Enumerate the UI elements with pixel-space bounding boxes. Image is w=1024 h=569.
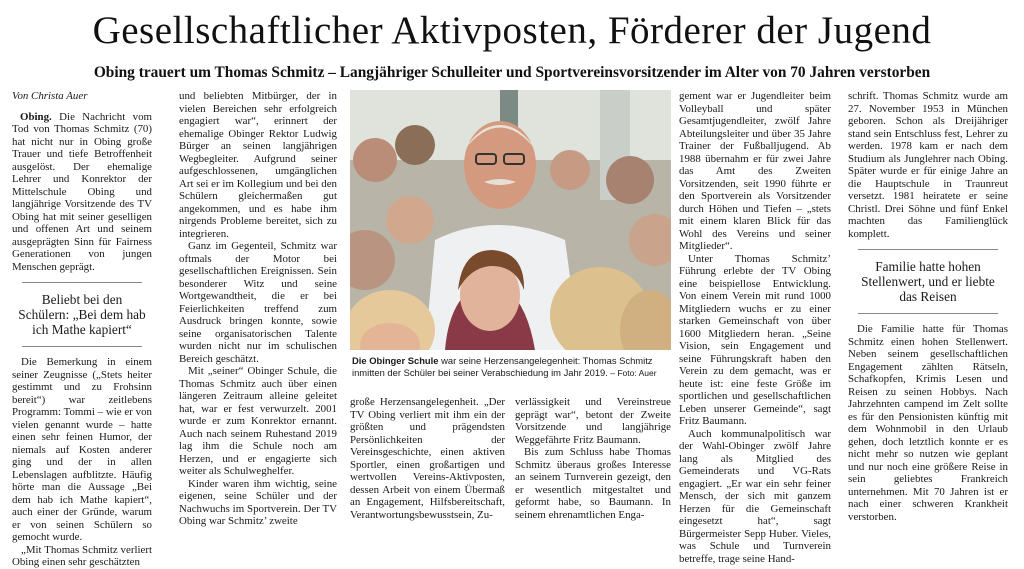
caption-lead: Die Obinger Schule (352, 355, 439, 366)
paragraph: große Herzensangelegenheit. „Der TV Obing verliert mit ihm ein der größten und prägendsten Persönlichkeiten der Vereinsgeschichte, einen aktiven Sportler, einen großartigen und wertvollen Vereins-Aktivposten, dessen Arbeit von einem Übermaß an Engagement, Hilfsbereitschaft, Verantwortungsbewusstsein, Zu- (350, 396, 505, 521)
paragraph: Ganz im Gegenteil, Schmitz war oftmals der Motor bei gesellschaftlichen Ereignissen. Sein besonderer Witz und seine Wortgewandtheit, die er bei Feierlichkeiten treffend zum Ausdruck bringen konnte, sowie seine organisatorischen Talente wurden nicht nur im schulischen Bereich geschätzt. (179, 240, 337, 365)
paragraph-text: Die Nachricht vom Tod von Thomas Schmitz (70) hat nicht nur in Obing große Trauer und tiefe Betroffenheit ausgelöst. Der ehemalige Lehrer und Konrektor der Mittelschule Obing und langjährige Vorsitzende des TV Obing hat mit seiner geselligen und offenen Art und seinem ausgeprägten Sinn für Fairness Generationen von jungen Menschen geprägt. (12, 110, 152, 273)
column-3 (350, 396, 505, 521)
paragraph (12, 111, 152, 274)
divider (22, 346, 142, 347)
headline: Gesellschaftlicher Aktivposten, Förderer der Jugend (92, 9, 932, 52)
divider (22, 282, 142, 283)
column-1 (12, 90, 152, 569)
photo-credit: – Foto: Auer (607, 367, 657, 378)
paragraph: Die Familie hatte für Thomas Schmitz einen hohen Stellenwert. Neben seinem gesellschaftlichen Engagement zählten Rätseln, Schafkopfen, Krimis Lesen und Reisen zu seinen Hobbys. Nach Jahrzehnten campend im Zelt sollte es für den Pensionisten künftig mit dem Wohnmobil in den Urlaub gehen, doch letztlich konnte er es nicht mehr so nutzen wie geplant und nur noch eine größere Reise in sein geliebtes Frankreich unternehmen. Mit 70 Jahren ist er nach einer schweren Krankheit verstorben. (848, 323, 1008, 523)
subheading: Beliebt bei den Schülern: „Bei dem hab ich Mathe kapiert“ (18, 292, 146, 337)
paragraph: Bis zum Schluss habe Thomas Schmitz überaus großes Interesse an seinem Turnverein gezeigt, den er wesentlich mitgestaltet und geformt habe, so Baumann. In seinem ehrenamtlichen Enga- (515, 446, 671, 521)
photo-illustration (350, 90, 671, 350)
byline: Von Christa Auer (12, 90, 88, 102)
divider (858, 249, 998, 250)
paragraph: schrift. Thomas Schmitz wurde am 27. November 1953 in München geboren. Schon als Dreijähriger stand sein Entschluss fest, Lehrer zu werden. 1978 kam er nach dem Studium als Junglehrer nach Obing. Später wurde er für einige Jahre an die Hauptschule in Traunreut versetzt. 1981 heiratete er seine Christl. Drei Söhne und fünf Enkel machten das Familienglück komplett. (848, 90, 1008, 240)
paragraph: „Mit Thomas Schmitz verliert Obing einen sehr geschätzten (12, 543, 152, 568)
column-5 (679, 90, 831, 565)
paragraph: gement war er Jugendleiter beim Volleyball und später Gesamtjugendleiter, zwölf Jahre Abteilungsleiter und über 35 Jahre Trainer der Fußballjugend. Ab 1988 übernahm er für zwei Jahre das Amt des Zweiten Vorsitzenden, seit 1990 führte er den Sportverein als Vorsitzender durch Höhen und Tiefen – „stets mit einem klaren Blick für das Wohl des Vereins und seiner Mitglieder“. (679, 90, 831, 252)
article-photo (350, 90, 671, 350)
column-4 (515, 396, 671, 521)
subheadline: Obing trauert um Thomas Schmitz – Langjähriger Schulleiter und Sportvereinsvorsitzender im Alter von 70 Jahren verstorben (93, 64, 931, 81)
paragraph: Mit „seiner“ Obinger Schule, die Thomas Schmitz auch über einen längeren Zeitraum alleine geleitet hat, war er fest verwurzelt. 2001 wurde er zum Konrektor ernannt. Auch nach seinem Ruhestand 2019 lag ihm die Schule noch am Herzen, und er engagierte sich weiter als Schulweghelfer. (179, 365, 337, 477)
paragraph: Die Bemerkung in einem seiner Zeugnisse („Stets heiter gestimmt und zu Frohsinn bereit“) war zeitlebens Programm: Tommi – wie er von vielen genannt wurde – hatte einen sehr feinen Humor, der niemals auf Kosten anderer ging und der in allen Lebenslagen aufblitzte. Häufig hörte man die Aussage „Bei dem hab ich Mathe kapiert“, auch einer der Gründe, warum er von seinen Schülern so gemocht wurde. (12, 356, 152, 543)
paragraph: und beliebten Mitbürger, der in vielen Bereichen sehr erfolgreich engagiert war“, erinnert der ehemalige Obinger Rektor Ludwig Bürger an seinen langjährigen Wegbegleiter. Aufgrund seiner aufgeschlossenen, umgänglichen Art sei er im Kollegium und bei den Schülern gleichermaßen gut angekommen, und es habe ihm nirgends Probleme bereitet, sich zu integrieren. (179, 90, 337, 240)
paragraph: Unter Thomas Schmitz’ Führung erlebte der TV Obing eine beispiellose Entwicklung. Von einem Verein mit rund 1000 Mitgliedern wuchs er zu einer starken Gemeinschaft von über 1600 Mitgliedern heran. „Seine Vision, sein Engagement und seine Führungskraft haben den Verein zu dem gemacht, was er heute ist: eine feste Größe im sportlichen und gesellschaftlichen Leben unserer Gemeinde“, sagt Fritz Baumann. (679, 252, 831, 427)
caption-text: war seine Herzensangelegenheit: Thomas Schmitz inmitten der Schüler bei seiner Verabschiedung im Jahr 2019. (352, 355, 653, 378)
column-2 (179, 90, 337, 528)
paragraph: Auch kommunalpolitisch war der Wahl-Obinger zwölf Jahre lang als Mitglied des Gemeinderats und VG-Rats engagiert. „Er war ein sehr feiner Mensch, der sich mit ganzem Herzen für die Gemeinschaft eingesetzt hat“, sagt Bürgermeister Sepp Huber. Vieles, was Schule und Turnverein betreffe, trage seine Hand- (679, 427, 831, 565)
subheading: Familie hatte hohen Stellenwert, und er liebte das Reisen (861, 259, 995, 304)
photo-caption (352, 355, 670, 379)
column-6 (848, 90, 1008, 523)
divider (858, 313, 998, 314)
paragraph: verlässigkeit und Vereinstreue geprägt war“, betont der Zweite Vorsitzende und langjährige Weggefährte Fritz Baumann. (515, 396, 671, 446)
paragraph: Kinder waren ihm wichtig, seine eigenen, seine Schüler und der Nachwuchs im Sportverein. Der TV Obing war Schmitz’ zweite (179, 477, 337, 527)
dateline: Obing. (20, 110, 52, 123)
